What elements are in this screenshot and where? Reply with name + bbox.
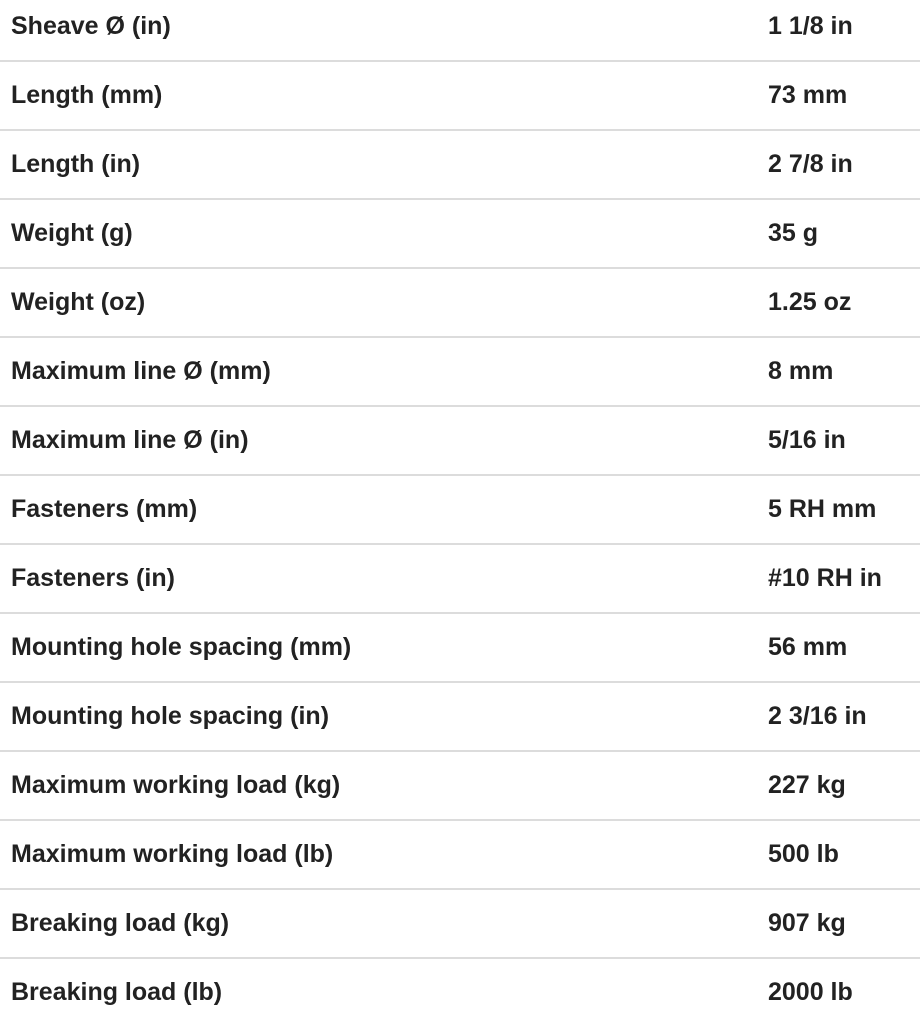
spec-label: Length (in) [11, 150, 141, 178]
spec-row-max-working-load-kg [0, 752, 920, 821]
spec-row-length-in [0, 131, 920, 200]
spec-value: 73 mm [768, 81, 848, 109]
spec-row-mounting-hole-spacing-in [0, 683, 920, 752]
spec-row-weight-g [0, 200, 920, 269]
spec-label: Weight (oz) [11, 288, 146, 316]
spec-label: Maximum line Ø (mm) [11, 357, 271, 385]
spec-value: 2000 lb [768, 978, 853, 1006]
spec-value: 2 3/16 in [768, 702, 867, 730]
spec-value: 5/16 in [768, 426, 846, 454]
spec-row-fasteners-in [0, 545, 920, 614]
spec-row-fasteners-mm [0, 476, 920, 545]
spec-label: Maximum line Ø (in) [11, 426, 249, 454]
spec-value: 1.25 oz [768, 288, 852, 316]
spec-value: 8 mm [768, 357, 834, 385]
spec-row-breaking-load-lb [0, 959, 920, 1024]
spec-label: Breaking load (lb) [11, 978, 223, 1006]
spec-value: 5 RH mm [768, 495, 877, 523]
spec-row-max-line-diameter-in [0, 407, 920, 476]
spec-value: 1 1/8 in [768, 12, 853, 40]
spec-label: Maximum working load (lb) [11, 840, 334, 868]
spec-label: Mounting hole spacing (mm) [11, 633, 352, 661]
spec-row-max-line-diameter-mm [0, 338, 920, 407]
spec-value: 2 7/8 in [768, 150, 853, 178]
spec-value: 35 g [768, 219, 819, 247]
spec-value: 500 lb [768, 840, 839, 868]
spec-row-sheave-diameter-in [0, 0, 920, 62]
spec-value: #10 RH in [768, 564, 882, 592]
spec-value: 907 kg [768, 909, 846, 937]
spec-row-length-mm [0, 62, 920, 131]
spec-label: Maximum working load (kg) [11, 771, 341, 799]
spec-row-weight-oz [0, 269, 920, 338]
spec-row-mounting-hole-spacing-mm [0, 614, 920, 683]
spec-value: 227 kg [768, 771, 846, 799]
spec-row-max-working-load-lb [0, 821, 920, 890]
spec-label: Fasteners (mm) [11, 495, 198, 523]
spec-row-breaking-load-kg [0, 890, 920, 959]
spec-label: Length (mm) [11, 81, 163, 109]
spec-label: Fasteners (in) [11, 564, 175, 592]
spec-label: Breaking load (kg) [11, 909, 230, 937]
spec-label: Sheave Ø (in) [11, 12, 171, 40]
spec-label: Mounting hole spacing (in) [11, 702, 330, 730]
spec-label: Weight (g) [11, 219, 133, 247]
spec-value: 56 mm [768, 633, 848, 661]
